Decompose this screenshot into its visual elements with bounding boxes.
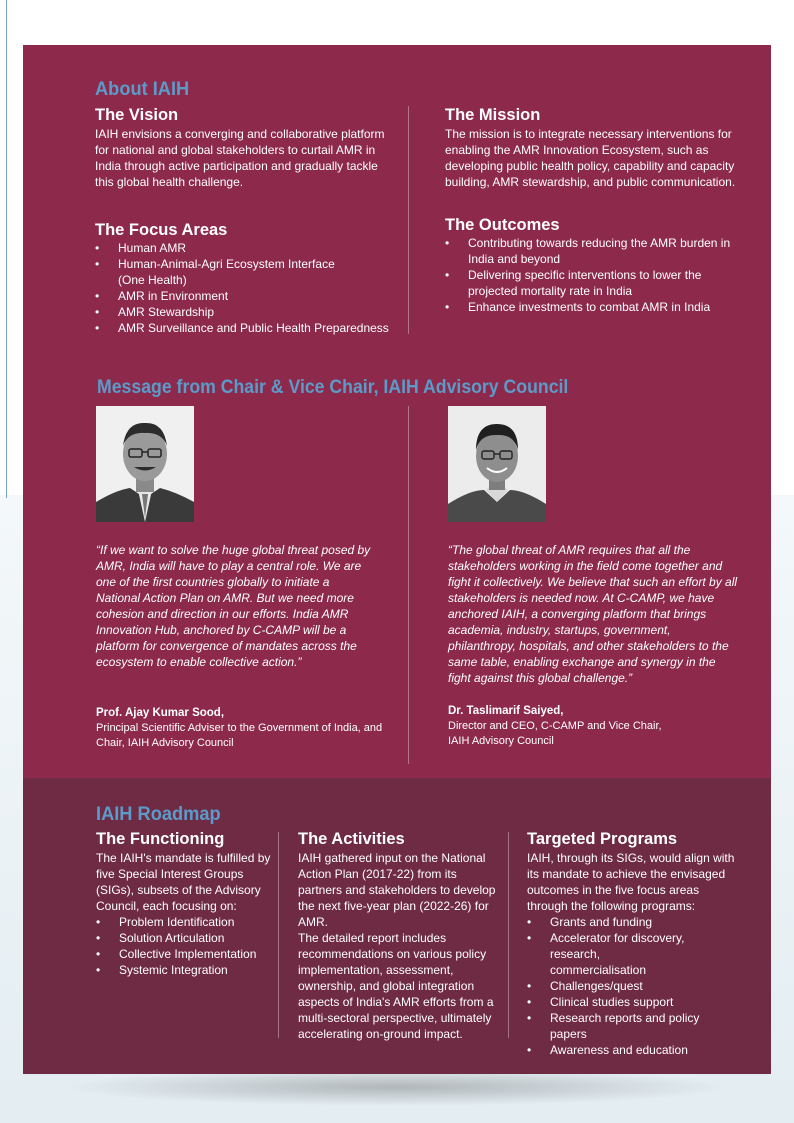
chair-name: Prof. Ajay Kumar Sood, (96, 707, 225, 719)
about-title: About IAIH (95, 79, 190, 100)
activities-text-1: IAIH gathered input on the National Action Plan (2017-22) from its partners and stakeholders to develop the next five-year plan (2022-26) for AMR. (298, 851, 496, 929)
roadmap-divider-1 (278, 832, 279, 1038)
functioning-item: • Problem Identification (96, 914, 272, 930)
vision-block (95, 106, 387, 190)
program-item: • Challenges/quest (527, 978, 739, 994)
focus-item: • AMR in Environment (95, 288, 395, 304)
vice-chair-name: Dr. Taslimarif Saiyed, (448, 705, 564, 717)
activities-heading: The Activities (298, 830, 405, 848)
chair-signature (96, 706, 386, 751)
functioning-text: The IAIH's mandate is fulfilled by five Special Interest Groups (SIGs), subsets of the Advisory Council, each focusing on: (96, 851, 271, 913)
chair-portrait-icon (96, 406, 194, 522)
functioning-item: • Collective Implementation (96, 946, 272, 962)
functioning-heading: The Functioning (96, 830, 225, 848)
functioning-list (96, 914, 272, 978)
about-divider (408, 106, 409, 334)
functioning-item: • Solution Articulation (96, 930, 272, 946)
vice-chair-photo (448, 406, 546, 522)
program-item: • Accelerator for discovery, research, commercialisation (527, 930, 697, 978)
activities-text-2: The detailed report includes recommendations on various policy implementation, assessment, ownership, and global integration aspects of India's AMR efforts from a multi-sectoral perspective, ultimately accelerating on-ground impact. (298, 931, 494, 1041)
message-title: Message from Chair & Vice Chair, IAIH Advisory Council (97, 377, 569, 398)
program-item: • Research reports and policy papers (527, 1010, 707, 1042)
page-edge-line (6, 0, 7, 498)
vision-heading: The Vision (95, 106, 179, 124)
vice-chair-signature (448, 704, 668, 749)
programs-list (527, 914, 739, 1058)
focus-item: • Human AMR (95, 240, 395, 256)
outcome-item: • Delivering specific interventions to lower the projected mortality rate in India (445, 267, 715, 299)
focus-block (95, 221, 395, 336)
program-item: • Clinical studies support (527, 994, 739, 1010)
vision-text: IAIH envisions a converging and collaborative platform for national and global stakeholders to curtail AMR in India through active participation and gradually tackle this global health challenge. (95, 127, 385, 189)
functioning-item: • Systemic Integration (96, 962, 272, 978)
programs-heading: Targeted Programs (527, 830, 678, 848)
outcomes-list (445, 235, 745, 315)
vice-chair-role: Director and CEO, C-CAMP and Vice Chair, IAIH Advisory Council (448, 720, 662, 747)
roadmap-divider-2 (508, 832, 509, 1038)
vice-chair-portrait-icon (448, 406, 546, 522)
program-item: • Awareness and education (527, 1042, 739, 1058)
outcomes-heading: The Outcomes (445, 216, 560, 234)
focus-item: • AMR Stewardship (95, 304, 395, 320)
mission-heading: The Mission (445, 106, 541, 124)
activities-block (298, 830, 498, 1042)
program-item: • Grants and funding (527, 914, 739, 930)
outcome-item: • Enhance investments to combat AMR in India (445, 299, 745, 315)
focus-item: • AMR Surveillance and Public Health Preparedness (95, 320, 395, 336)
focus-list (95, 240, 395, 336)
chair-photo (96, 406, 194, 522)
message-divider (408, 406, 409, 764)
roadmap-title: IAIH Roadmap (96, 804, 221, 825)
mission-text: The mission is to integrate necessary interventions for enabling the AMR Innovation Ecosystem, such as developing public health policy, capability and capacity building, AMR stewardship, and public communication. (445, 127, 736, 189)
mission-block (445, 106, 741, 190)
programs-text: IAIH, through its SIGs, would align with its mandate to achieve the envisaged outcomes in the five focus areas through the following programs: (527, 851, 735, 913)
programs-block (527, 830, 739, 1058)
vice-chair-quote: “The global threat of AMR requires that all the stakeholders working in the field come together and fight it collectively. We believe that such an effort by all stakeholders is needed now. At C-CAMP, we have anchored IAIH, a converging platform that brings academia, industry, startups, government, philanthropy, hospitals, and other stakeholders to the same table, enabling exchange and synergy in the fight against this global challenge.” (448, 543, 738, 685)
outcome-item: • Contributing towards reducing the AMR burden in India and beyond (445, 235, 745, 267)
chair-quote: “If we want to solve the huge global threat posed by AMR, India will have to play a central role. We are one of the first countries globally to initiate a National Action Plan on AMR. But we need more cohesion and direction in our efforts. India AMR Innovation Hub, anchored by C-CAMP will be a platform for convergence of mandates across the ecosystem to enable collective action.” (96, 543, 371, 669)
outcomes-block (445, 216, 745, 315)
focus-item: • Human-Animal-Agri Ecosystem Interface (One Health) (95, 256, 345, 288)
functioning-block (96, 830, 272, 978)
focus-heading: The Focus Areas (95, 221, 228, 239)
chair-role: Principal Scientific Adviser to the Government of India, and Chair, IAIH Advisory Council (96, 722, 383, 749)
